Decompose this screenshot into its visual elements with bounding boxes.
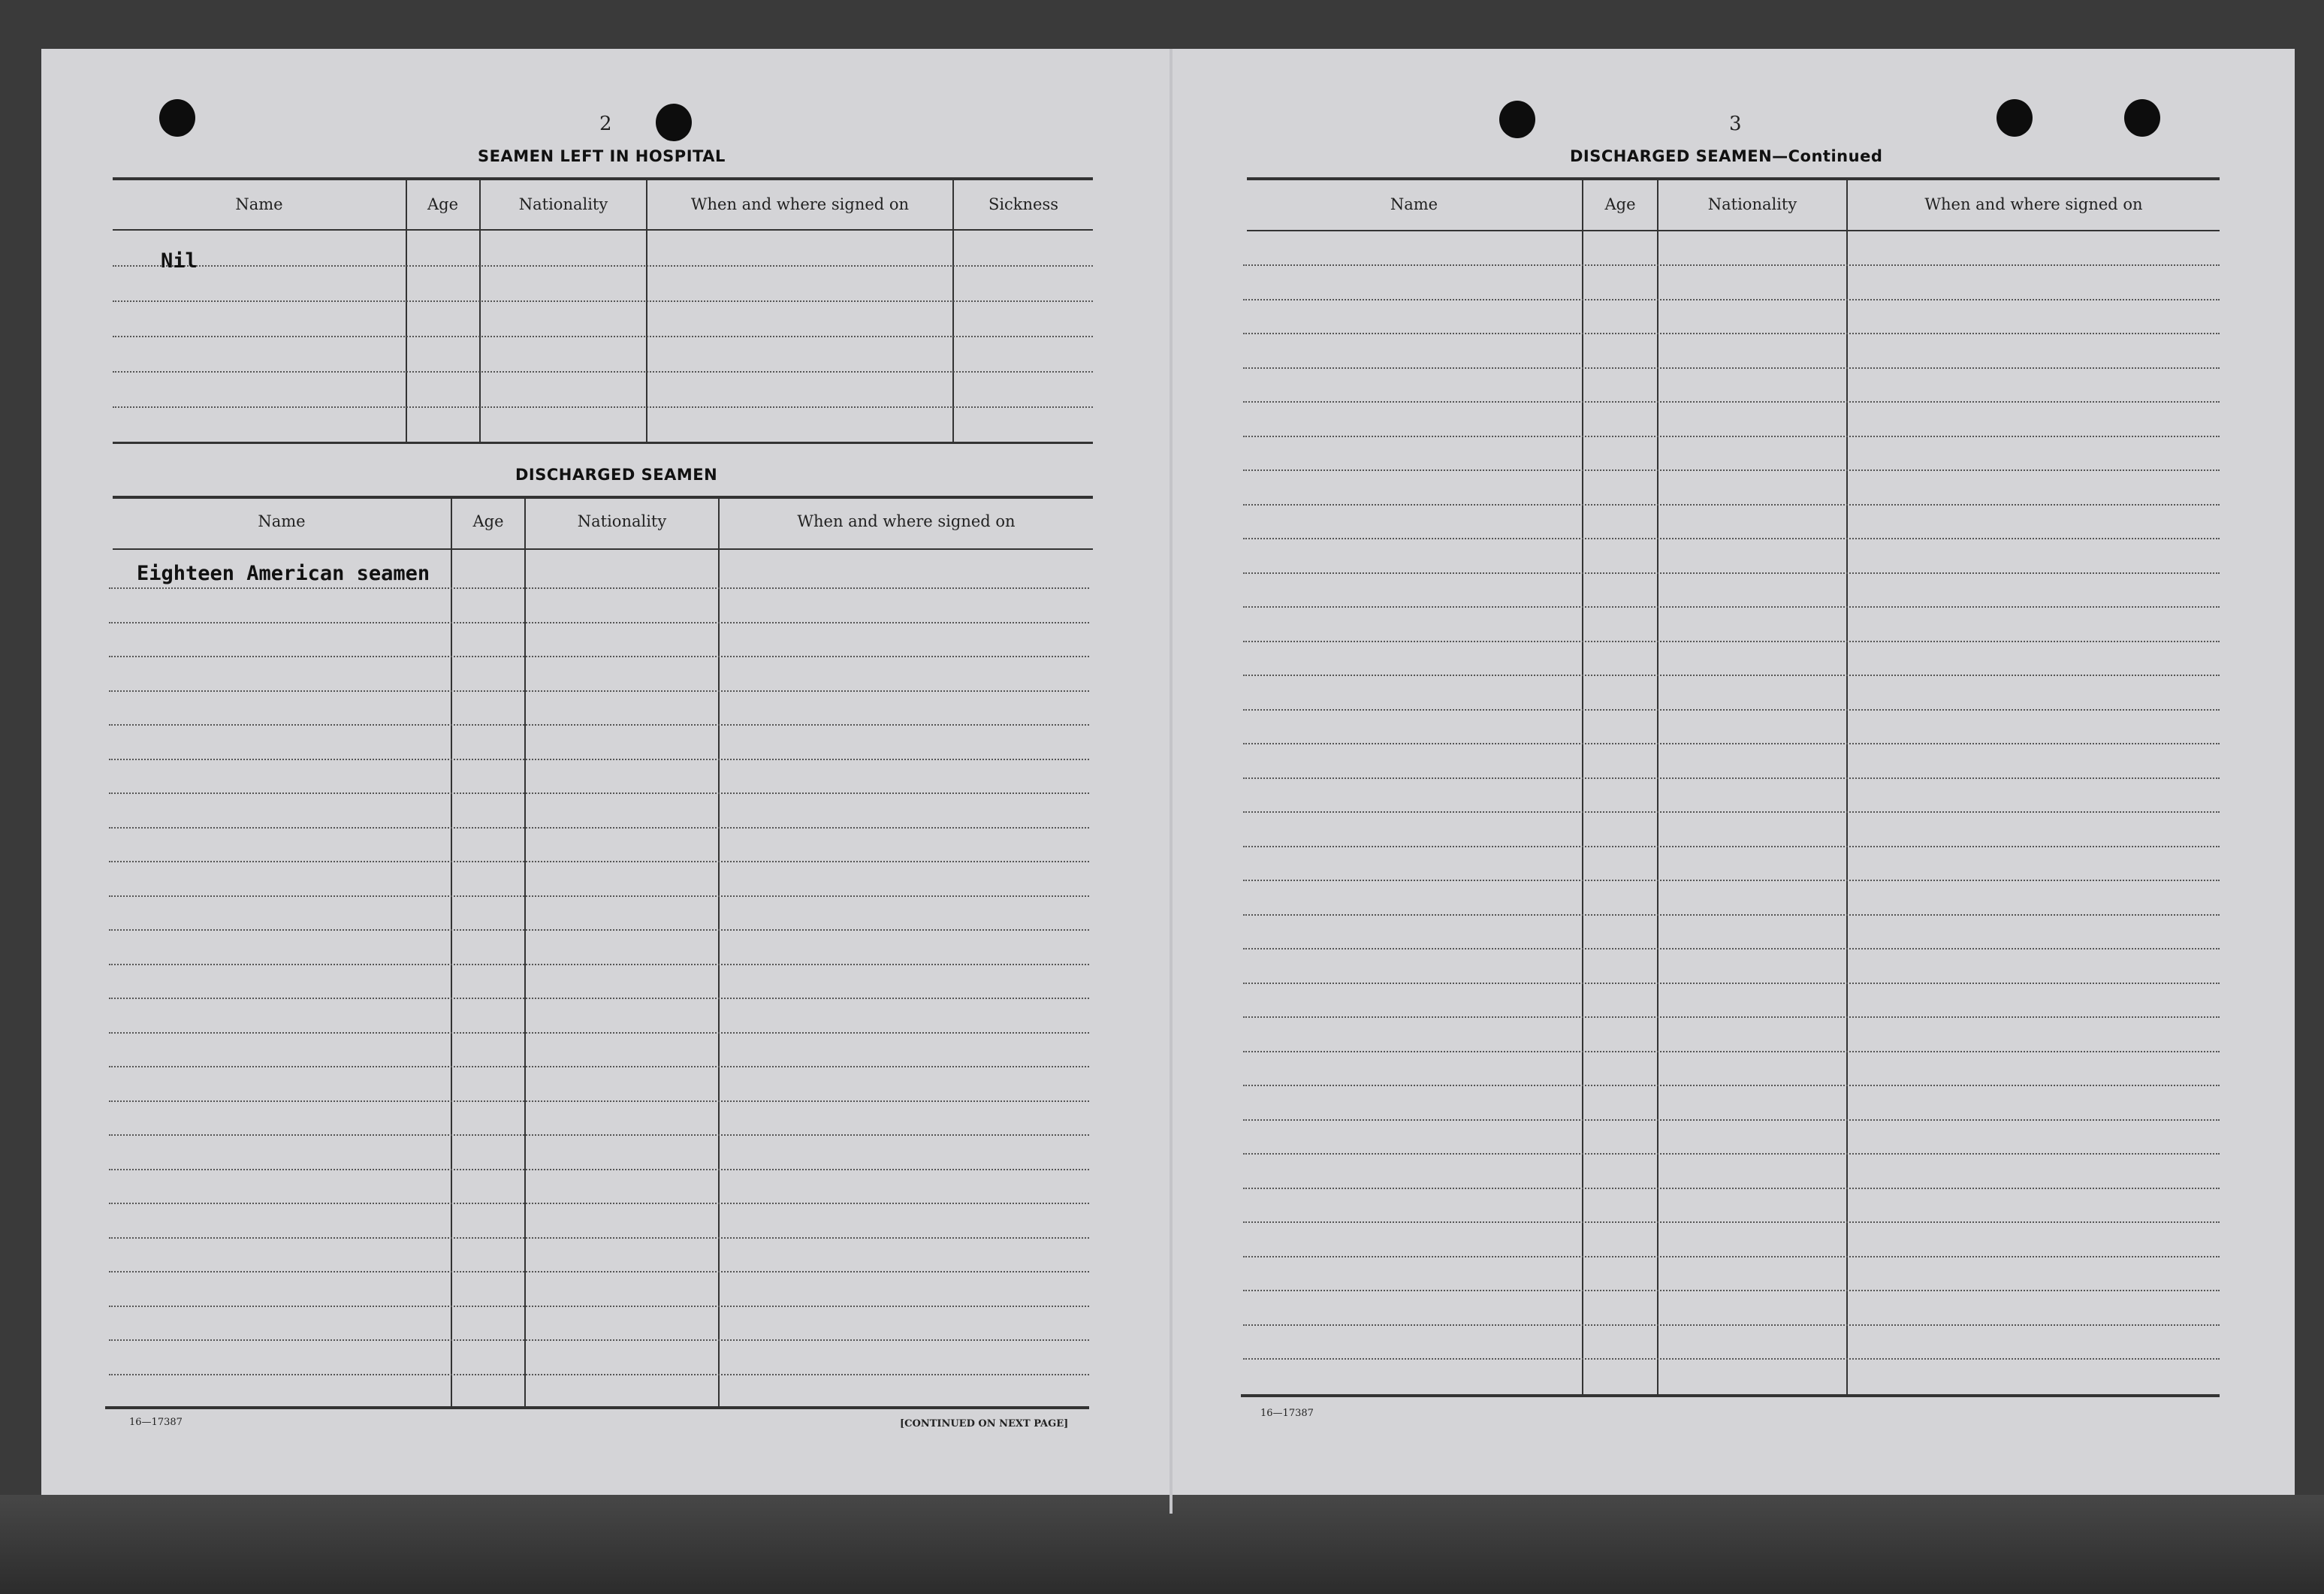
ruled-line — [1243, 333, 2220, 334]
ruled-line — [109, 1066, 1089, 1067]
document-sheet — [41, 49, 2295, 1514]
ruled-line — [109, 1100, 1089, 1102]
ruled-line — [109, 827, 1089, 829]
ruled-line — [1243, 538, 2220, 539]
ruled-line — [1243, 1153, 2220, 1155]
column-divider — [646, 180, 647, 442]
ruled-line — [1243, 401, 2220, 403]
table-rule — [113, 229, 1093, 231]
ruled-line — [1243, 1290, 2220, 1291]
ruled-line — [1243, 367, 2220, 369]
table-rule — [1247, 177, 2220, 180]
ruled-line — [113, 336, 1093, 337]
column-header-nationality: Nationality — [518, 195, 608, 213]
ruled-line — [1243, 743, 2220, 744]
ruled-line — [109, 1032, 1089, 1034]
page-fold — [1170, 49, 1173, 1514]
column-header-age: Age — [472, 512, 504, 530]
section-title-hospital: SEAMEN LEFT IN HOSPITAL — [478, 147, 726, 165]
ruled-line — [109, 998, 1089, 999]
ruled-line — [1243, 914, 2220, 916]
table-rule — [113, 442, 1093, 444]
ruled-line — [109, 1306, 1089, 1307]
column-divider — [406, 180, 407, 442]
column-header-nationality: Nationality — [577, 512, 667, 530]
ruled-line — [113, 406, 1093, 408]
ruled-line — [109, 1203, 1089, 1204]
column-divider — [451, 499, 452, 1406]
ruled-line — [109, 861, 1089, 862]
ruled-line — [1243, 299, 2220, 300]
ruled-line — [1243, 675, 2220, 676]
ruled-line — [1243, 1358, 2220, 1360]
ruled-line — [1243, 811, 2220, 813]
section-title-discharged: DISCHARGED SEAMEN — [515, 466, 718, 484]
hospital-entry: Nil — [161, 249, 198, 273]
page-number: 3 — [1729, 113, 1742, 135]
ruled-line — [109, 1271, 1089, 1272]
punch-hole — [1997, 99, 2033, 137]
column-header-signed-on: When and where signed on — [690, 195, 910, 213]
ruled-line — [1243, 572, 2220, 574]
punch-hole — [159, 99, 195, 137]
ruled-line — [1243, 948, 2220, 949]
column-header-sickness: Sickness — [988, 195, 1059, 213]
continued-note: [CONTINUED ON NEXT PAGE] — [900, 1418, 1069, 1429]
table-rule — [1247, 230, 2220, 231]
column-header-age: Age — [1604, 195, 1636, 213]
ruled-line — [1243, 1016, 2220, 1018]
ruled-line — [1243, 606, 2220, 608]
table-rule — [113, 177, 1093, 180]
ruled-line — [1243, 1221, 2220, 1223]
ruled-line — [109, 1134, 1089, 1136]
table-rule — [113, 548, 1093, 550]
punch-hole — [1499, 101, 1535, 138]
ruled-line — [1243, 1119, 2220, 1121]
table-rule — [113, 496, 1093, 499]
column-divider — [718, 499, 720, 1406]
column-divider — [524, 499, 526, 1406]
ruled-line — [109, 895, 1089, 897]
ruled-line — [109, 656, 1089, 657]
ruled-line — [113, 300, 1093, 302]
punch-hole — [2124, 99, 2160, 137]
column-header-nationality: Nationality — [1707, 195, 1797, 213]
ruled-line — [1243, 983, 2220, 984]
column-divider — [479, 180, 481, 442]
column-header-name: Name — [258, 512, 306, 530]
table-rule — [105, 1406, 1089, 1409]
ruled-line — [109, 792, 1089, 794]
column-divider — [1657, 180, 1658, 1394]
ruled-line — [1243, 777, 2220, 779]
ruled-line — [109, 724, 1089, 726]
section-title-discharged-continued: DISCHARGED SEAMEN—Continued — [1570, 147, 1883, 165]
ruled-line — [1243, 1324, 2220, 1326]
punch-hole — [656, 104, 692, 141]
ruled-line — [109, 929, 1089, 931]
ruled-line — [1243, 846, 2220, 847]
column-header-name: Name — [1390, 195, 1438, 213]
ruled-line — [1243, 709, 2220, 711]
ruled-line — [109, 622, 1089, 623]
ruled-line — [1243, 1085, 2220, 1086]
column-divider — [1582, 180, 1583, 1394]
ruled-line — [1243, 469, 2220, 471]
page-number: 2 — [599, 113, 612, 135]
column-divider — [952, 180, 954, 442]
column-header-signed-on: When and where signed on — [797, 512, 1016, 530]
ruled-line — [109, 1374, 1089, 1375]
ruled-line — [109, 759, 1089, 760]
column-header-signed-on: When and where signed on — [1924, 195, 2143, 213]
ruled-line — [1243, 880, 2220, 881]
column-divider — [1846, 180, 1848, 1394]
ruled-line — [109, 964, 1089, 965]
ruled-line — [109, 587, 1089, 589]
table-rule — [1241, 1394, 2220, 1397]
ruled-line — [109, 1237, 1089, 1239]
form-number: 16—17387 — [129, 1417, 183, 1428]
form-number: 16—17387 — [1260, 1408, 1314, 1419]
scan-background — [0, 1495, 2324, 1594]
ruled-line — [109, 1339, 1089, 1341]
ruled-line — [1243, 436, 2220, 437]
ruled-line — [109, 690, 1089, 692]
ruled-line — [1243, 1051, 2220, 1052]
ruled-line — [113, 265, 1093, 267]
ruled-line — [1243, 504, 2220, 506]
ruled-line — [109, 1169, 1089, 1170]
column-header-age: Age — [427, 195, 459, 213]
ruled-line — [1243, 264, 2220, 266]
discharged-entry: Eighteen American seamen — [137, 562, 430, 585]
ruled-line — [1243, 1256, 2220, 1257]
ruled-line — [1243, 641, 2220, 642]
ruled-line — [113, 371, 1093, 373]
ruled-line — [1243, 1188, 2220, 1189]
column-header-name: Name — [235, 195, 283, 213]
